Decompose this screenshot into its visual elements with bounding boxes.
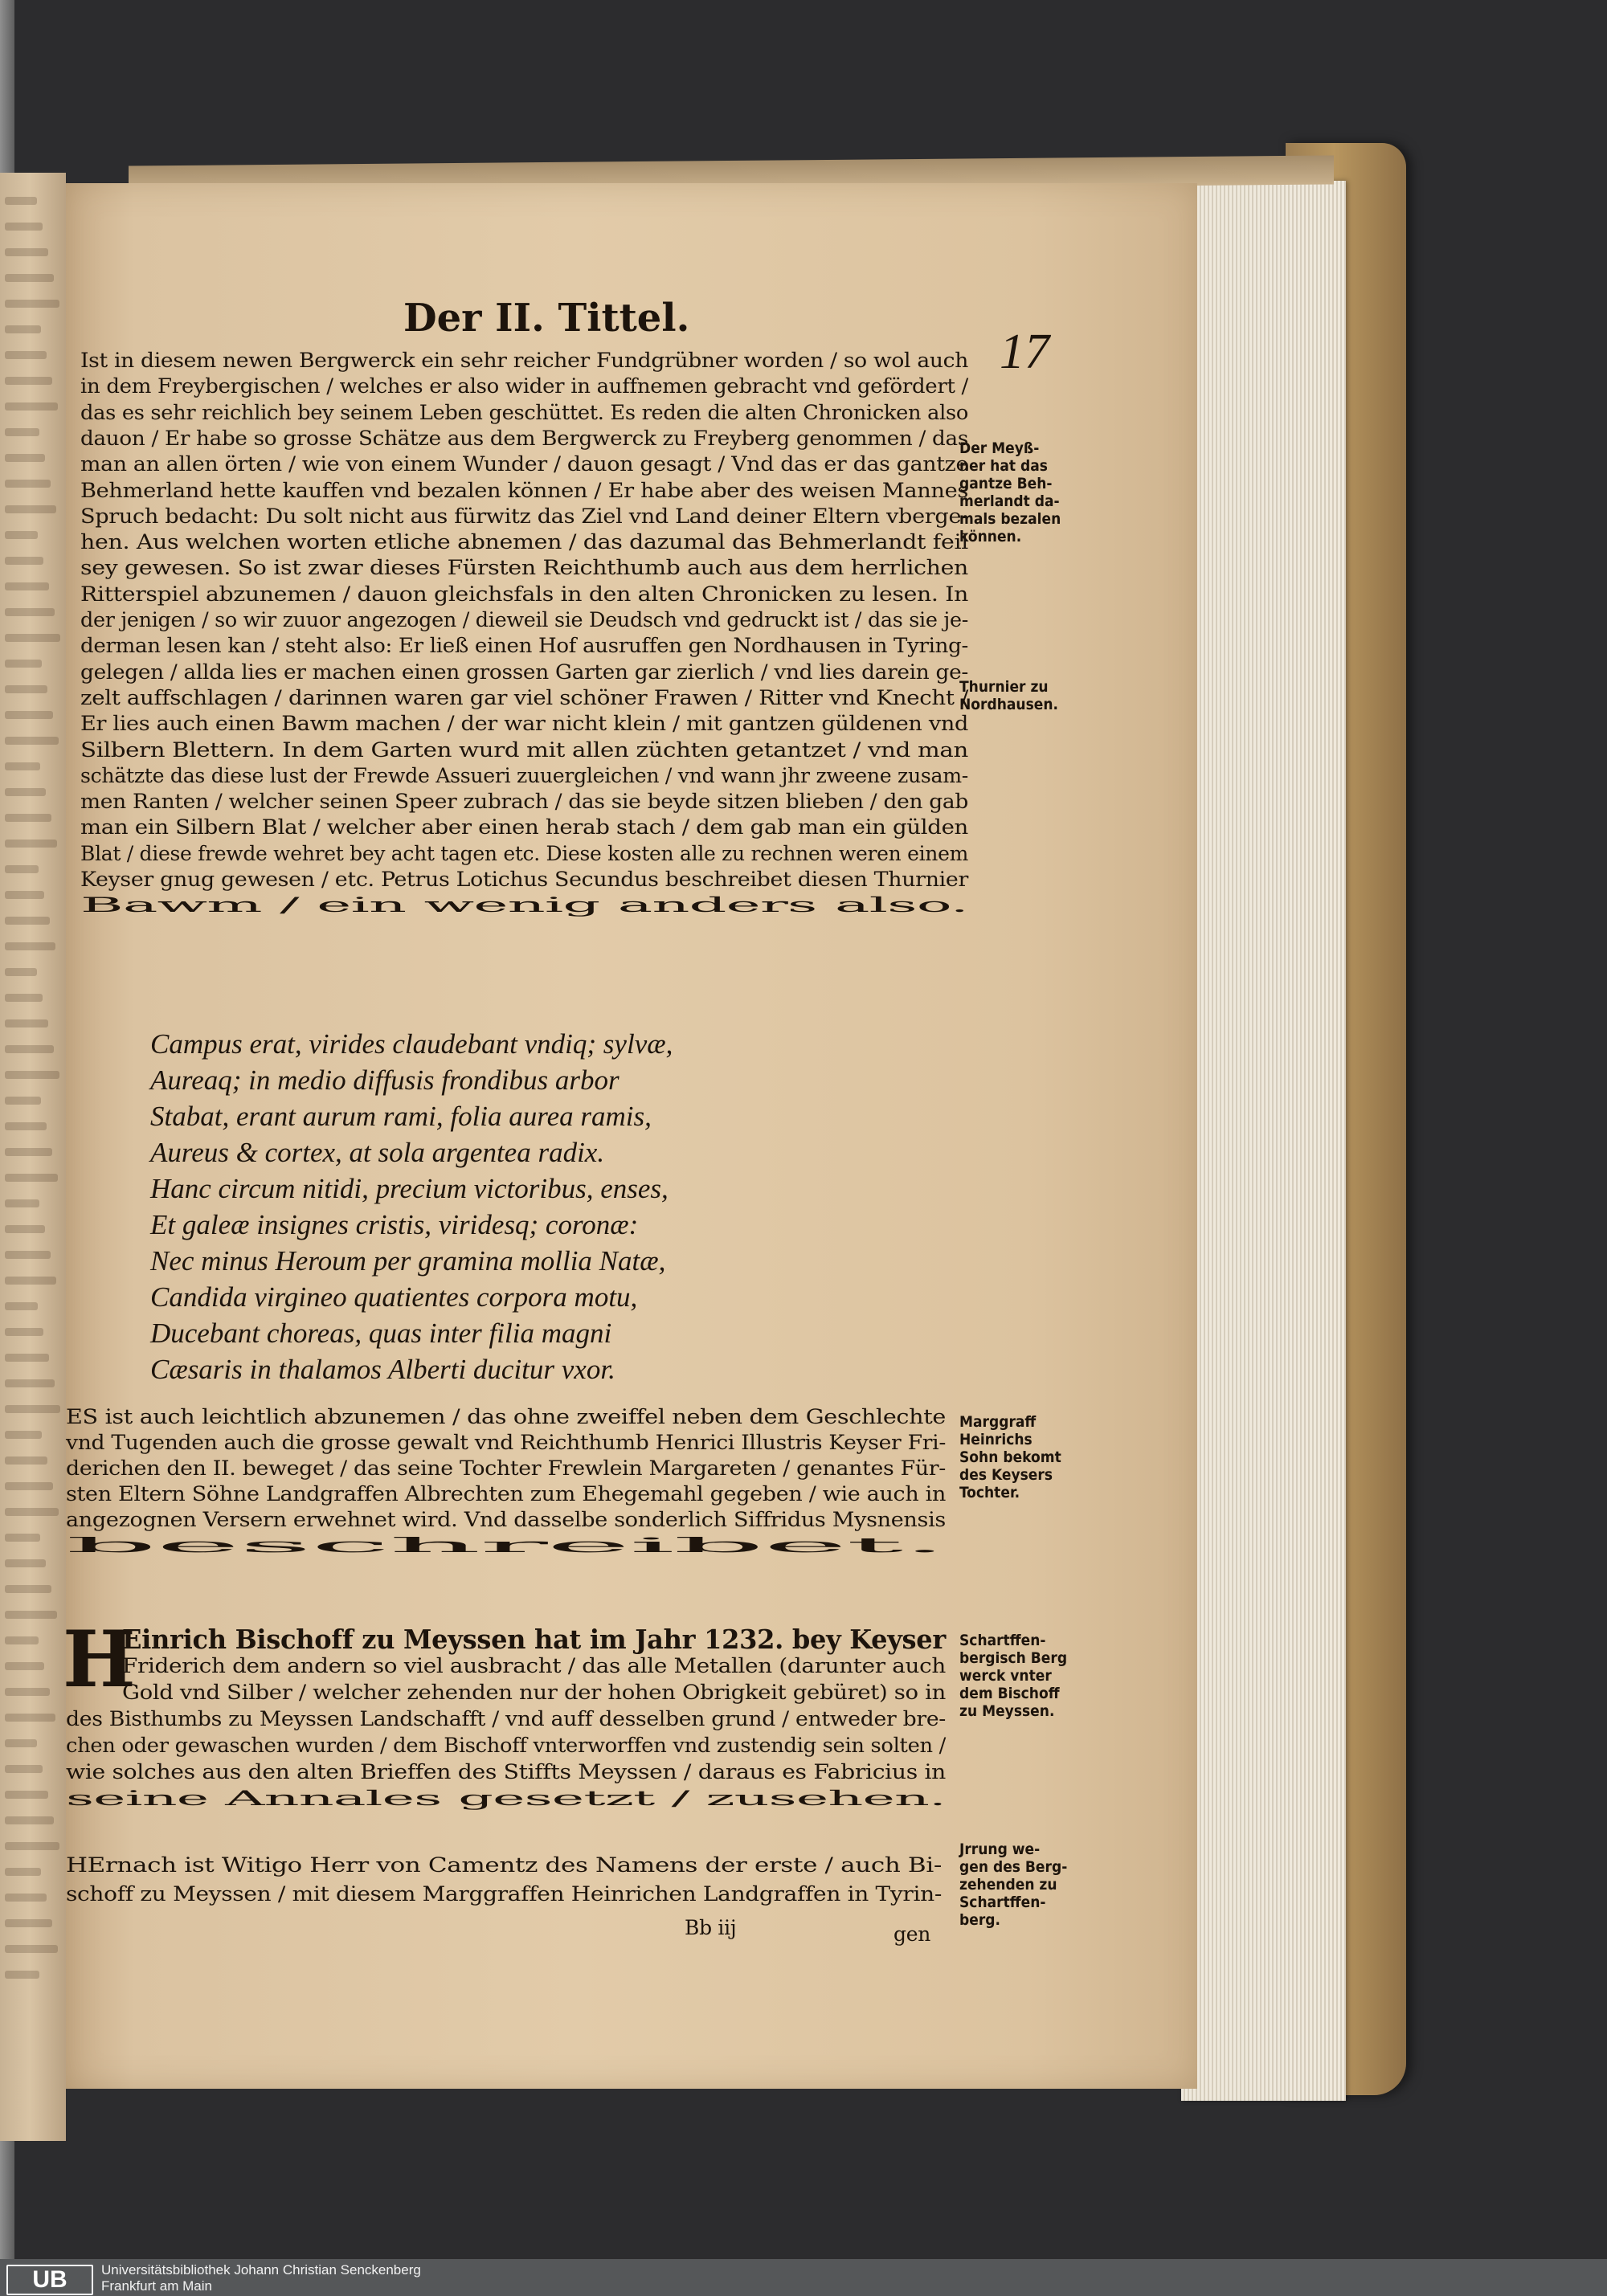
left-page-ghost-line bbox=[5, 377, 52, 385]
text-line: dauon / Er habe so grosse Schätze aus dem Bergwerck zu Freyberg genommen / das bbox=[80, 426, 968, 450]
left-page-ghost-line bbox=[5, 1302, 38, 1310]
marginal-note-line: Sohn bekomt bbox=[959, 1448, 1061, 1466]
text-line: Behmerland hette kauffen vnd bezalen können / Er habe aber des weisen Mannes bbox=[80, 478, 968, 502]
text-line: chen oder gewaschen wurden / dem Bischoff vnterworffen vnd zustendig sein solten / bbox=[66, 1734, 946, 1757]
text-line: hen. Aus welchen worten etliche abnemen / das dazumal das Behmerlandt feil bbox=[80, 530, 968, 554]
left-page-ghost-line bbox=[5, 1945, 58, 1953]
marginal-note-line: können. bbox=[959, 528, 1022, 545]
marginal-note-line: gantze Beh- bbox=[959, 475, 1053, 492]
text-line: Spruch bedacht: Du solt nicht aus fürwitz das Ziel vnd Land deiner Eltern vberge- bbox=[80, 504, 968, 528]
verse-line: Ducebant choreas, quas inter filia magni bbox=[150, 1318, 612, 1349]
left-page-ghost-line bbox=[5, 1199, 39, 1207]
text-line: schätzte das diese lust der Frewde Assueri zuuergleichen / vnd wann jhr zweene zusam- bbox=[80, 763, 968, 787]
page-edges bbox=[1181, 181, 1346, 2101]
left-page-ghost-line bbox=[5, 917, 50, 925]
left-page-ghost-line bbox=[5, 1122, 47, 1130]
left-page-ghost-line bbox=[5, 1894, 47, 1902]
marginal-note-line: Thurnier zu bbox=[959, 678, 1049, 696]
left-page-ghost-line bbox=[5, 1482, 53, 1490]
text-line: Er lies auch einen Bawm machen / der war nicht klein / mit gantzen güldenen vnd bbox=[80, 712, 968, 736]
text-line: des Bisthumbs zu Meyssen Landschafft / vnd auff desselben grund / entweder bre- bbox=[66, 1707, 946, 1730]
verse-line: Aureaq; in medio diffusis frondibus arbor bbox=[150, 1064, 619, 1096]
left-page-ghost-line bbox=[5, 1919, 52, 1927]
left-page-ghost-line bbox=[5, 788, 46, 796]
left-page-ghost-line bbox=[5, 1714, 55, 1722]
text-line: man ein Silbern Blat / welcher aber einen herab stach / dem gab man ein gülden bbox=[80, 815, 968, 840]
text-line: in dem Freybergischen / welches er also wider in auffnemen gebracht vnd gefördert / bbox=[80, 374, 968, 398]
text-line: sey gewesen. So ist zwar dieses Fürsten Reichthumb auch aus dem herrlichen bbox=[80, 556, 968, 580]
left-page-ghost-line bbox=[5, 865, 39, 873]
left-page-ghost-line bbox=[5, 1456, 47, 1465]
left-page-ghost-line bbox=[5, 402, 58, 411]
left-page-ghost-line bbox=[5, 685, 47, 693]
left-page-ghost-line bbox=[5, 1688, 50, 1696]
text-line: vnd Tugenden auch die grosse gewalt vnd Reichthumb Henrici Illustris Keyser Fri- bbox=[66, 1431, 946, 1454]
left-page-ghost-line bbox=[5, 994, 43, 1002]
left-page-fragment bbox=[0, 173, 66, 2141]
verse-line: Stabat, erant aurum rami, folia aurea ramis, bbox=[150, 1101, 652, 1132]
marginal-note-line: zehenden zu bbox=[959, 1876, 1057, 1894]
left-page-ghost-line bbox=[5, 1868, 41, 1876]
left-page-ghost-line bbox=[5, 1816, 54, 1824]
left-page-ghost-line bbox=[5, 1174, 58, 1182]
verse-line: Hanc circum nitidi, precium victoribus, enses, bbox=[150, 1173, 669, 1204]
text-line: Bawm / ein wenig anders also. bbox=[80, 893, 968, 917]
text-line: derichen den II. beweget / das seine Tochter Frewlein Margareten / genantes Für- bbox=[66, 1456, 946, 1480]
text-line: Friderich dem andern so viel ausbracht / das alle Metallen (darunter auch bbox=[122, 1654, 946, 1677]
left-page-ghost-line bbox=[5, 1225, 45, 1233]
marginal-note-line: Jrrung we- bbox=[959, 1840, 1041, 1858]
left-page-ghost-line bbox=[5, 891, 44, 899]
text-line: beschreibet. bbox=[66, 1534, 946, 1557]
marginal-note-line: mals bezalen bbox=[959, 510, 1061, 528]
library-logo: UB bbox=[6, 2265, 93, 2295]
marginal-note-line: werck vnter bbox=[959, 1667, 1052, 1685]
library-city: Frankfurt am Main bbox=[101, 2278, 212, 2294]
left-page-ghost-line bbox=[5, 1611, 57, 1619]
text-line: sten Eltern Söhne Landgraffen Albrechten zum Ehegemahl gegeben / wie auch in bbox=[66, 1482, 946, 1505]
left-page-ghost-line bbox=[5, 248, 48, 256]
text-line: schoff zu Meyssen / mit diesem Marggraffen Heinrichen Landgraffen in Tyrin- bbox=[66, 1882, 942, 1906]
marginal-note-line: ner hat das bbox=[959, 457, 1048, 475]
left-page-ghost-line bbox=[5, 1251, 51, 1259]
library-footer bbox=[0, 2259, 1607, 2296]
left-page-ghost-line bbox=[5, 660, 42, 668]
text-line: Keyser gnug gewesen / etc. Petrus Lotichus Secundus beschreibet diesen Thurnier bbox=[80, 868, 968, 891]
text-line: Gold vnd Silber / welcher zehenden nur der hohen Obrigkeit gebüret) so in bbox=[122, 1681, 946, 1704]
left-page-ghost-line bbox=[5, 1071, 59, 1079]
left-page-ghost-line bbox=[5, 325, 41, 333]
text-line: men Ranten / welcher seinen Speer zubrach / das sie beyde sitzen blieben / den gab bbox=[80, 790, 968, 814]
text-line: zelt auffschlagen / darinnen waren gar viel schöner Frawen / Ritter vnd Knecht / bbox=[80, 685, 968, 709]
text-line: Ist in diesem newen Bergwerck ein sehr reicher Fundgrübner worden / so wol auch bbox=[80, 349, 968, 372]
left-page-ghost-line bbox=[5, 1971, 39, 1979]
left-page-ghost-line bbox=[5, 1585, 51, 1593]
left-page-ghost-line bbox=[5, 1405, 60, 1413]
left-page-ghost-line bbox=[5, 1097, 41, 1105]
text-line: wie solches aus den alten Brieffen des Stiffts Meyssen / daraus es Fabricius in bbox=[66, 1760, 946, 1783]
marginal-note-line: gen des Berg- bbox=[959, 1858, 1068, 1876]
left-page-ghost-line bbox=[5, 1791, 48, 1799]
text-line: Einrich Bischoff zu Meyssen hat im Jahr 1232. bey Keyser bbox=[122, 1624, 946, 1655]
left-page-ghost-line bbox=[5, 1148, 52, 1156]
left-page-ghost-line bbox=[5, 1508, 59, 1516]
left-page-ghost-line bbox=[5, 840, 57, 848]
left-page-ghost-line bbox=[5, 223, 43, 231]
left-page-ghost-line bbox=[5, 634, 60, 642]
verse-line: Nec minus Heroum per gramina mollia Natæ, bbox=[150, 1245, 666, 1277]
left-page-ghost-line bbox=[5, 428, 39, 436]
marginal-note-line: Nordhausen. bbox=[959, 696, 1059, 713]
left-page-ghost-line bbox=[5, 1019, 48, 1027]
library-name: Universitätsbibliothek Johann Christian Senckenberg bbox=[101, 2262, 421, 2278]
left-page-ghost-line bbox=[5, 1354, 49, 1362]
left-page-ghost-line bbox=[5, 480, 51, 488]
text-line: Silbern Blettern. In dem Garten wurd mit allen züchten getantzet / vnd man bbox=[80, 737, 968, 762]
left-page-ghost-line bbox=[5, 1765, 43, 1773]
marginal-note-line: dem Bischoff bbox=[959, 1685, 1060, 1702]
left-page-ghost-line bbox=[5, 608, 55, 616]
left-page-ghost-line bbox=[5, 1842, 59, 1850]
book-page bbox=[63, 183, 1197, 2089]
left-page-ghost-line bbox=[5, 531, 38, 539]
verse-line: Aureus & cortex, at sola argentea radix. bbox=[150, 1137, 605, 1168]
left-page-ghost-line bbox=[5, 1662, 44, 1670]
left-page-ghost-line bbox=[5, 711, 53, 719]
catchword: gen bbox=[893, 1922, 930, 1946]
text-line: Blat / diese frewde wehret bey acht tagen etc. Diese kosten alle zu rechnen weren einem bbox=[80, 841, 968, 865]
left-page-ghost-line bbox=[5, 1277, 56, 1285]
marginal-note-line: Heinrichs bbox=[959, 1431, 1032, 1448]
marginal-note-line: Der Meyß- bbox=[959, 439, 1040, 457]
marginal-note-line: Schartffen- bbox=[959, 1894, 1046, 1911]
left-page-ghost-line bbox=[5, 1328, 43, 1336]
left-page-ghost-line bbox=[5, 1379, 55, 1387]
verse-line: Cæsaris in thalamos Alberti ducitur vxor. bbox=[150, 1354, 615, 1385]
left-page-ghost-line bbox=[5, 351, 47, 359]
marginal-note-line: Schartffen- bbox=[959, 1632, 1046, 1649]
left-page-ghost-line bbox=[5, 582, 49, 590]
left-page-ghost-line bbox=[5, 1559, 46, 1567]
left-page-ghost-line bbox=[5, 505, 56, 513]
left-page-ghost-line bbox=[5, 814, 51, 822]
text-line: gelegen / allda lies er machen einen grossen Garten gar zierlich / vnd lies darein ge- bbox=[80, 660, 968, 684]
verse-line: Et galeæ insignes cristis, viridesq; coronæ: bbox=[150, 1209, 639, 1240]
text-line: Ritterspiel abzunemen / dauon gleichsfals in den alten Chronicken zu lesen. In bbox=[80, 582, 968, 606]
left-page-ghost-line bbox=[5, 300, 59, 308]
signature-mark: Bb iij bbox=[685, 1916, 737, 1939]
marginal-note-line: zu Meyssen. bbox=[959, 1702, 1055, 1720]
page-number: 17 bbox=[1000, 325, 1049, 379]
drop-cap: H bbox=[63, 1614, 136, 1705]
marginal-note-line: Tochter. bbox=[959, 1484, 1020, 1501]
text-line: das es sehr reichlich bey seinem Leben geschüttet. Es reden die alten Chronicken also bbox=[80, 400, 968, 424]
left-page-ghost-line bbox=[5, 1534, 40, 1542]
left-page-ghost-line bbox=[5, 968, 37, 976]
left-page-ghost-line bbox=[5, 557, 43, 565]
marginal-note-line: merlandt da- bbox=[959, 492, 1060, 510]
left-page-ghost-line bbox=[5, 454, 45, 462]
text-line: seine Annales gesetzt / zusehen. bbox=[66, 1787, 946, 1810]
marginal-note-line: berg. bbox=[959, 1911, 1000, 1929]
verse-line: Campus erat, virides claudebant vndiq; sylvæ, bbox=[150, 1028, 673, 1060]
text-line: HErnach ist Witigo Herr von Camentz des Namens der erste / auch Bi- bbox=[66, 1853, 942, 1877]
marginal-note-line: Marggraff bbox=[959, 1413, 1037, 1431]
left-page-ghost-line bbox=[5, 1739, 37, 1747]
page-title: Der II. Tittel. bbox=[403, 296, 690, 341]
text-line: der jenigen / so wir zuuor angezogen / dieweil sie Deudsch vnd gedruckt ist / das sie je- bbox=[80, 608, 968, 631]
verse-line: Candida virgineo quatientes corpora motu, bbox=[150, 1281, 638, 1313]
marginal-note-line: bergisch Berg bbox=[959, 1649, 1068, 1667]
text-line: derman lesen kan / steht also: Er ließ einen Hof ausruffen gen Nordhausen in Tyring- bbox=[80, 634, 968, 658]
text-line: angezognen Versern erwehnet wird. Vnd dasselbe sonderlich Siffridus Mysnensis bbox=[66, 1508, 946, 1531]
left-page-ghost-line bbox=[5, 1045, 54, 1053]
left-page-ghost-line bbox=[5, 942, 55, 950]
marginal-note-line: des Keysers bbox=[959, 1466, 1053, 1484]
left-page-ghost-line bbox=[5, 1431, 42, 1439]
text-line: ES ist auch leichtlich abzunemen / das ohne zweiffel neben dem Geschlechte bbox=[66, 1405, 946, 1428]
left-page-ghost-line bbox=[5, 737, 59, 745]
left-page-ghost-line bbox=[5, 274, 54, 282]
left-page-ghost-line bbox=[5, 197, 37, 205]
left-page-ghost-line bbox=[5, 1636, 39, 1644]
text-line: man an allen örten / wie von einem Wunder / dauon gesagt / Vnd das er das gantze bbox=[80, 452, 968, 476]
left-page-ghost-line bbox=[5, 762, 40, 770]
